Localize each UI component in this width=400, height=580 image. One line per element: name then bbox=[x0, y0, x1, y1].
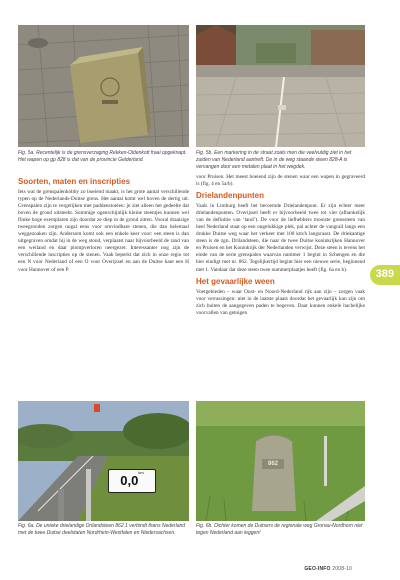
photo-fig6a bbox=[18, 401, 189, 521]
photo-fig5a bbox=[18, 25, 189, 147]
boundary-stone-image bbox=[18, 25, 189, 147]
section-heading-drielandenpunten: Drielandenpunten bbox=[196, 191, 265, 201]
caption-fig5a: Fig. 5a. Recentelijk is de grensverzaging Rekken-Oldenkott fraai opgeknapt. Het wapen op gp 828 is dat van de provincie Gelderland. bbox=[18, 150, 187, 163]
page-number: 389 bbox=[375, 268, 394, 280]
gevaarlijk-body: Voetgebieden – waar Oost- en Noord-Nederland rijk aan zijn – zorgen vaak voor verrassingen: niet in de laatste plaats doordat het gevaarlijk kan zijn om zich buiten de aangegeven paden te begeven. Daar kunnen enkele hachelijke voorvallen van getuigen bbox=[196, 288, 365, 316]
right-column-intro: voor Pruisen. Het meest boeiend zijn de stenen waar een wapen in gegraveerd is (fig. 4 en 5a/b). bbox=[196, 174, 365, 188]
caption-fig5b: Fig. 5b. Een markering in de straat zoals men die veelvuldig ziet in het zuiden van Nederland aantreft. De in de weg staande steen 828-A is vervangen door een metalen plaat in het wegdek. bbox=[196, 150, 352, 170]
left-column bbox=[18, 174, 189, 274]
footer bbox=[304, 566, 352, 572]
section-heading-types: Soorten, maten en inscripties bbox=[18, 177, 131, 186]
street-marking-image bbox=[196, 25, 365, 147]
caption-fig6a: Fig. 6a. De unieke drielandige Drilandsteen 862.1 verbindt thans Nederland met de twee Duitse deelstaten Nordrhein-Westfalen en Niedersachsen. bbox=[18, 523, 186, 536]
section-heading-gevaarlijk: Het gevaarlijke ween bbox=[196, 276, 275, 286]
photo-fig5b bbox=[196, 25, 365, 147]
stone-number-plate: 862 bbox=[267, 461, 278, 467]
page-number-tab bbox=[370, 265, 400, 285]
right-column bbox=[196, 174, 365, 317]
km-sign bbox=[108, 469, 156, 493]
km-sign-unit: km bbox=[138, 470, 144, 475]
drielandenpunten-body: Vaals in Limburg heeft het beroemde Drielandenpunt. Er zijn echter meer drielandenpunten. Overijssel heeft er bijvoorbeeld twee tot vier (afhankelijk van de definitie van ‘land’). De voor de liefhebbers mooiste grenssteen van heel Nederland staat op een ongelukkige plek, pal achter de vangrail langs een drukke Duitse weg waar het verkeer met 100 km/h langsraast. De driekantige steen is de zgn. Drilandsteen, die naar de twee Duitse koninkrijken Hannover en Pruisen en het Koninkrijk der Nederlanden verwijst. Deze steen is tevens het einde van de serie grenspalen waarvan nummer 1 begint in Schengen en die hier eindigt met nr. 862. Tegelijkertijd begint hier een nieuwe serie, beginnend met 1. Vandaar dat deze steen twee nummerplaatjes heeft (fig. 6a en b). bbox=[196, 203, 366, 273]
road-sign-image bbox=[18, 401, 189, 521]
left-column-body: Iets wat de grenspalenhobby zo boeiend maakt, is het grote aantal verschillende typen op de Nederlands-Duitse grens. Het aantal komt wel boven de dertig uit. Grenspalen zijn te vergelijken met paddenstoelen: je ziet alleen het gedeelte dat boven de grond uitsteekt. Sommige ogenschijnlijk kleine steentjes kunnen wel flinke hoge exemplaren zijn doordat ze diep in de grond zitten. Vooral draaisige tweegronden zorgen nogal eens voor omvindbare stenen, die dan helemaal weggezoaken zijn. Andersom komt ook een enkele keer voor: een steen is dan uitgegraven omdat hij in de weg stond, verplaatst naar bijvoorbeeld de rand van een weiland en daar plompverloren neergezet. Interessanter nog zijn de verschillende inscripties op de stenen. Vaak beperkt dat zich in onze regio tot een N voor Nederland of een O voor Overijssel en aan de Duitse kant een H voor Hannover of een P bbox=[18, 189, 189, 273]
photo-fig6b bbox=[196, 401, 365, 521]
caption-fig6b: Fig. 6b. Dichter komen de Duitsers de regionale weg Gronau-Nordhorn niet tegen Nederland aan leggen! bbox=[196, 523, 363, 536]
footer-magazine: GEO-INFO bbox=[304, 566, 331, 572]
footer-issue: 2008-10 bbox=[332, 566, 352, 572]
km-sign-value: 0,0 bbox=[120, 473, 139, 488]
